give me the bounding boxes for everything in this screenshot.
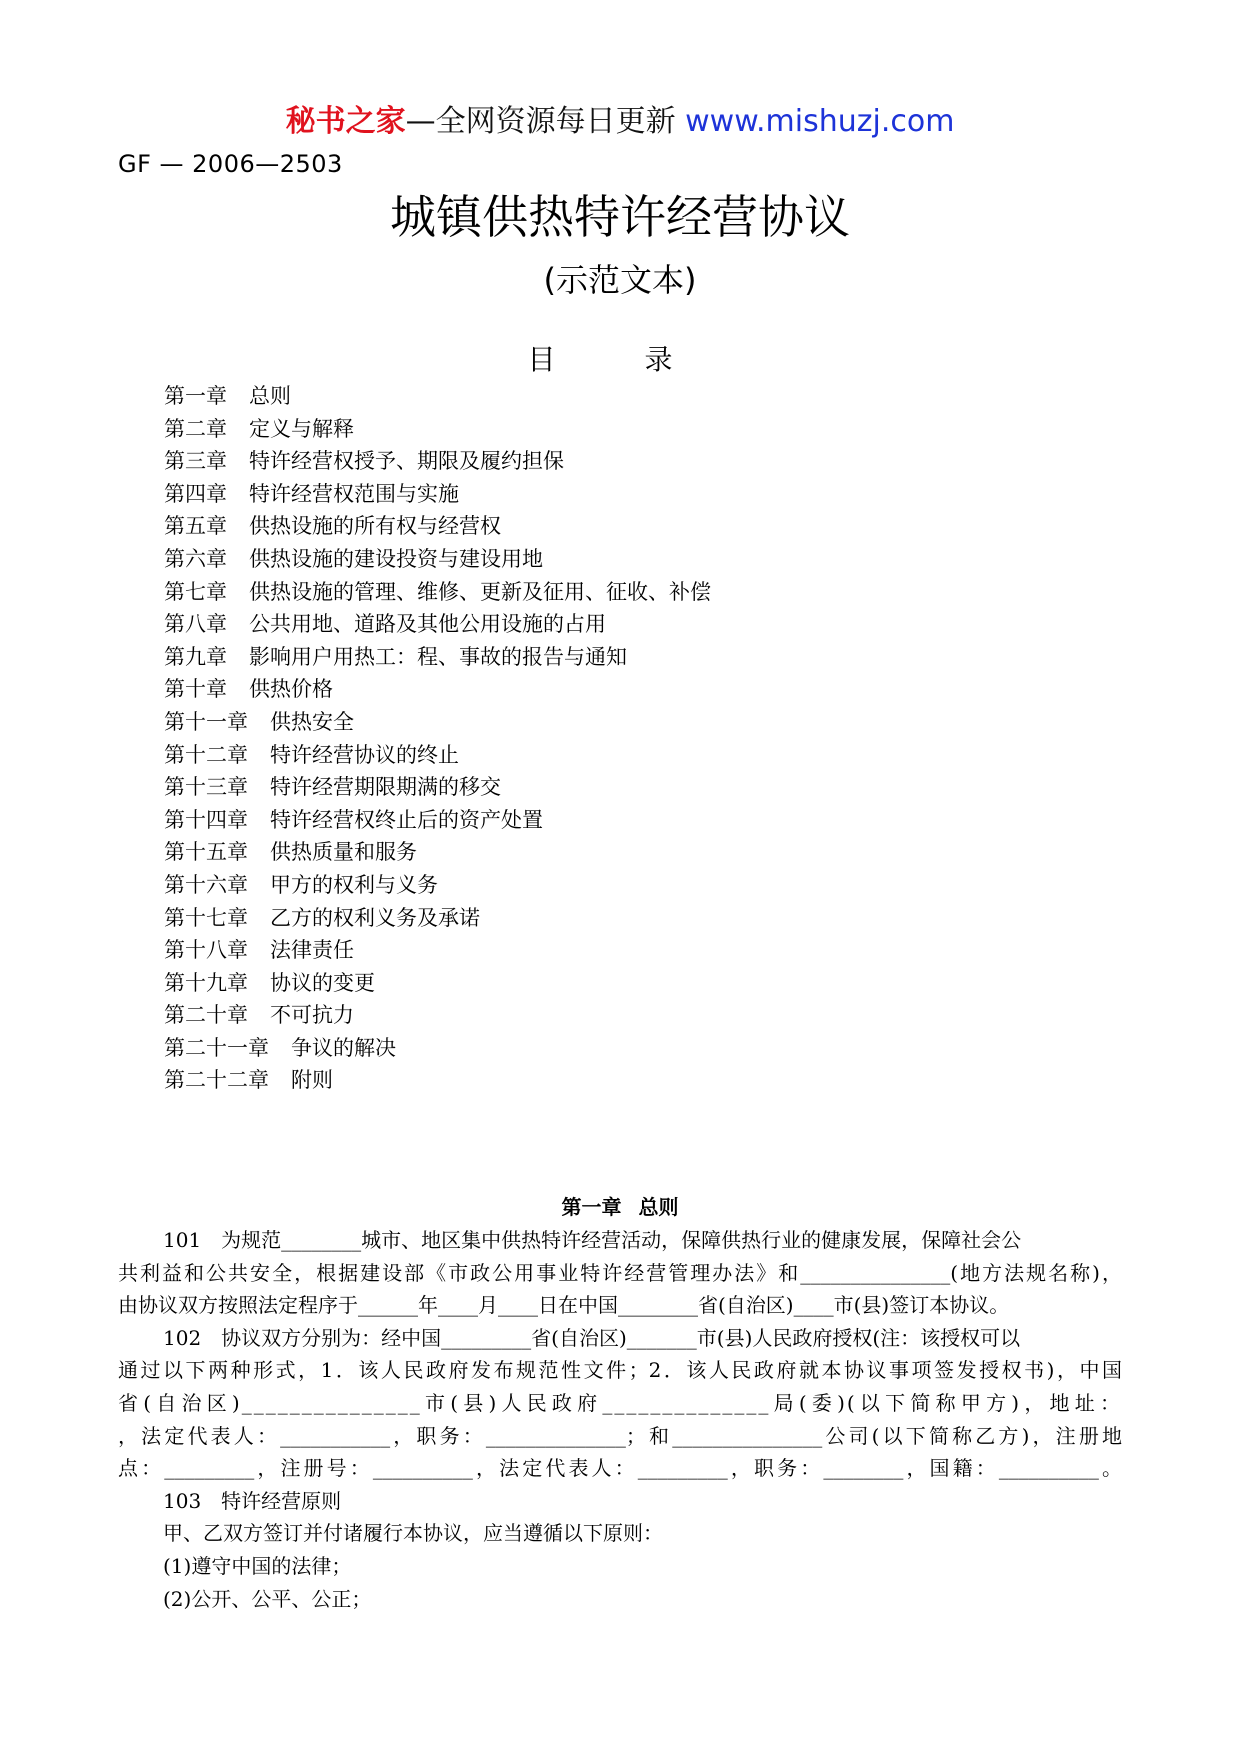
toc-item [164, 608, 1064, 641]
body-line: 101 为规范________城市、地区集中供热特许经营活动，保障供热行业的健康发展，保障社会公 [163, 1228, 1022, 1252]
toc-chapter-number: 第十三章 [164, 775, 248, 800]
toc-chapter-title: 特许经营期限期满的移交 [270, 775, 501, 800]
toc-chapter-number: 第四章 [164, 481, 227, 506]
toc-chapter-number: 第三章 [164, 449, 227, 474]
toc-chapter-title: 总则 [249, 384, 291, 408]
toc-chapter-number: 第九章 [164, 644, 227, 669]
toc-chapter-title: 供热设施的所有权与经营权 [249, 514, 501, 539]
toc-chapter-title: 供热质量和服务 [270, 840, 417, 865]
body-line: (1)遵守中国的法律； [163, 1553, 352, 1578]
toc-item [164, 445, 1064, 478]
toc-item [164, 706, 1064, 739]
toc-chapter-title: 供热安全 [270, 709, 354, 734]
toc-item [164, 739, 1064, 772]
document-title: 城镇供热特许经营协议 [390, 190, 850, 244]
toc-chapter-title: 法律责任 [270, 938, 354, 963]
toc-chapter-title: 特许经营权范围与实施 [249, 481, 459, 506]
toc-chapter-number: 第十章 [164, 677, 227, 702]
toc-item [164, 967, 1064, 1000]
toc-chapter-title: 协议的变更 [270, 970, 375, 995]
toc-chapter-number: 第十二章 [164, 742, 248, 767]
body-line: 点：_________，注册号：__________，法定代表人：_________，职务：________，国籍：__________。 [118, 1456, 1122, 1481]
toc-chapter-title: 甲方的权利与义务 [270, 872, 438, 897]
toc-chapter-number: 第十九章 [164, 970, 248, 995]
toc-item [164, 510, 1064, 543]
toc-item [164, 869, 1064, 902]
toc-chapter-number: 第十八章 [164, 938, 248, 963]
banner-slogan: —全网资源每日更新 [405, 104, 686, 139]
toc-chapter-number: 第二十一章 [164, 1035, 269, 1060]
toc-item [164, 543, 1064, 576]
toc-chapter-number: 第十一章 [164, 709, 248, 734]
toc-chapter-title: 公共用地、道路及其他公用设施的占用 [249, 612, 606, 637]
toc-item [164, 413, 1064, 446]
body-line: 通过以下两种形式，1．该人民政府发布规范性文件；2．该人民政府就本协议事项签发授权书)，中国 [118, 1358, 1122, 1383]
body-line: 由协议双方按照法定程序于______年____月____日在中国________省(自治区)____市(县)签订本协议。 [118, 1293, 1010, 1318]
toc-item [164, 673, 1064, 706]
toc-item [164, 902, 1064, 935]
toc-chapter-number: 第二十章 [164, 1003, 248, 1028]
toc-chapter-title: 供热设施的建设投资与建设用地 [249, 546, 543, 571]
toc-heading: 目 录 [527, 343, 713, 376]
banner-url-link[interactable]: www.mishuzj.com [685, 104, 955, 139]
toc-chapter-title: 供热设施的管理、维修、更新及征用、征收、补偿 [249, 579, 711, 604]
toc-item [164, 804, 1064, 837]
toc-item [164, 836, 1064, 869]
toc-chapter-number: 第五章 [164, 514, 227, 539]
toc-item [164, 576, 1064, 609]
toc-chapter-title: 定义与解释 [249, 416, 354, 441]
toc-chapter-title: 特许经营协议的终止 [270, 742, 459, 767]
toc-chapter-number: 第八章 [164, 612, 227, 637]
toc-chapter-number: 第六章 [164, 546, 227, 571]
table-of-contents [164, 380, 1064, 1097]
toc-chapter-title: 附则 [291, 1068, 333, 1093]
site-banner [0, 102, 1240, 142]
toc-item [164, 1032, 1064, 1065]
body-line: 共利益和公共安全，根据建设部《市政公用事业特许经营管理办法》和_______________(地方法规名称)， [118, 1260, 1122, 1285]
toc-chapter-number: 第十七章 [164, 905, 248, 930]
body-line: (2)公开、公平、公正； [163, 1586, 372, 1611]
toc-chapter-number: 第二十二章 [164, 1068, 269, 1093]
toc-chapter-number: 第一章 [164, 384, 227, 408]
toc-chapter-title: 不可抗力 [270, 1003, 354, 1028]
toc-item [164, 380, 1064, 413]
toc-chapter-number: 第十四章 [164, 807, 248, 832]
chapter-heading: 第一章 总则 [561, 1195, 679, 1219]
document-code: GF — 2006—2503 [118, 150, 343, 178]
toc-chapter-number: 第十五章 [164, 840, 248, 865]
chapter-body [118, 1224, 1122, 1615]
toc-item [164, 641, 1064, 674]
toc-item [164, 934, 1064, 967]
body-line: 102 协议双方分别为：经中国_________省(自治区)_______市(县)人民政府授权(注：该授权可以 [163, 1325, 1021, 1350]
toc-chapter-title: 供热价格 [249, 677, 333, 702]
body-line: 甲、乙双方签订并付诸履行本协议，应当遵循以下原则： [163, 1521, 663, 1546]
toc-chapter-title: 乙方的权利义务及承诺 [270, 905, 480, 930]
toc-chapter-number: 第七章 [164, 579, 227, 604]
toc-chapter-number: 第十六章 [164, 872, 248, 897]
toc-item [164, 1064, 1064, 1097]
body-line: 省(自治区)_______________市(县)人民政府______________局(委)(以下简称甲方)，地址： [118, 1390, 1122, 1415]
toc-chapter-title: 影响用户用热工：程、事故的报告与通知 [249, 644, 627, 669]
toc-item [164, 999, 1064, 1032]
document-subtitle: (示范文本) [543, 261, 697, 299]
body-line: 103 特许经营原则 [163, 1488, 342, 1513]
toc-item [164, 478, 1064, 511]
toc-chapter-title: 特许经营权授予、期限及履约担保 [249, 449, 564, 474]
toc-chapter-title: 争议的解决 [291, 1035, 396, 1060]
banner-brand: 秘书之家 [285, 104, 406, 139]
toc-chapter-number: 第二章 [164, 416, 227, 441]
toc-item [164, 771, 1064, 804]
body-line: ，法定代表人：___________，职务：______________；和_______________公司(以下简称乙方)，注册地 [118, 1423, 1122, 1448]
toc-chapter-title: 特许经营权终止后的资产处置 [270, 807, 543, 832]
